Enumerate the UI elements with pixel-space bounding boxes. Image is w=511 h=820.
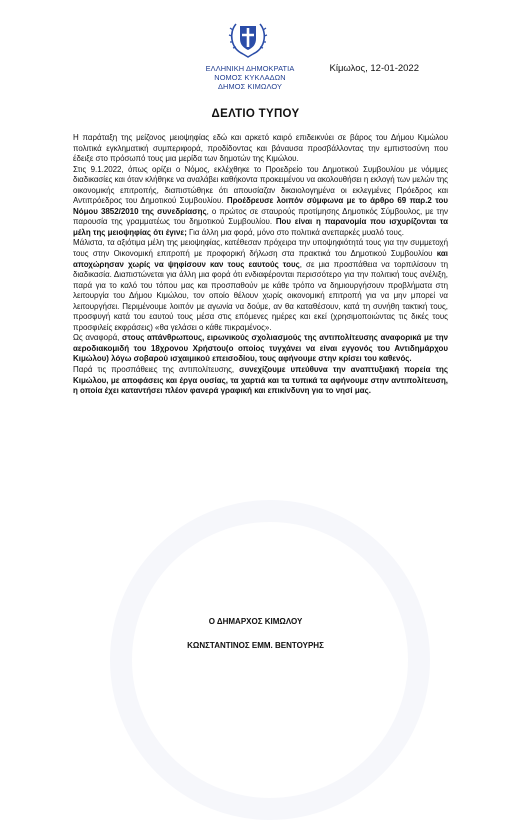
emphasis-text: Προέδρευσε λοιπόν σύμφωνα με το άρθρο 69 παρ.2 του Νόμου 3852/2010 της συνεδρίασης xyxy=(73,196,448,216)
emphasis-text: Που είναι η παρανομία που ισχυρίζονται τα μέλη της μειοψηφίας ότι έγινε; xyxy=(73,217,449,237)
body-paragraph xyxy=(73,238,448,333)
body-text: Για άλλη μια φορά, μόνο στο πολιτικά ανεπαρκές μυαλό τους. xyxy=(186,227,404,237)
body-text: Μάλιστα, τα αξιότιμα μέλη της μειοψηφίας, κατέθεσαν πρόχειρα την υποψηφιότητά τους για την συμμετοχή τους στην Οικονομική επιτροπή με προφορική δήλωση στα πρακτικά του Δημοτικού Συμβουλίου xyxy=(73,238,448,259)
body-text: Η παράταξη της μείζονος μειοψηφίας εδώ και αρκετό καιρό επιδεικνύει σε βάρος του Δήμου Κιμώλου πολιτικά εγκληματική συμπεριφορά, προδίδοντας και βάναυσα προσβάλλοντας την εμπιστοσύνη που έδειξε στο πρόσωπό τους μια μερίδα των δημοτών της Κιμώλου. xyxy=(73,133,448,164)
document-body xyxy=(73,133,448,397)
body-text: , ο πρώτος σε σταυρούς προτίμησης Δημοτικός Σύμβουλος, με την παρουσία της γραμματέως του δημοτικού Συμβουλίου. xyxy=(73,206,448,227)
body-text: Στις 9.1.2022, όπως ορίζει ο Νόμος, εκλέχθηκε το Προεδρείο του Δημοτικού Συμβουλίου με νόμιμες διαδικασίες και όταν κλήθηκε να αναλάβει καθήκοντα προκειμένου να ακολουθήσει η εκλογή των μελών της οικονομικής επιτροπής, διαπιστώθηκε ότι απουσίαζαν δικαιολογημένα οι εκλεγμένες Πρόεδρος και Αντιπρόεδρος του Δημοτικού Συμβουλίου. xyxy=(73,164,448,206)
watermark-seal xyxy=(110,500,430,820)
body-text: Παρά τις προσπάθειες της αντιπολίτευσης, xyxy=(73,365,240,375)
emphasis-text: στους απάνθρωπους, ειρωνικούς σχολιασμούς της αντιπολίτευσης αναφορικά με την αεροδιακομιδή του 18χρονου Χρήστου(ο οποίος τυγχάνει να είναι εγγονός του Αντιδημάρχου Κιμώλου) λόγω σοβαρού ισχαιμικού επεισοδίου, τους αφήνουμε στην κρίσει του καθενός. xyxy=(73,333,449,364)
body-paragraph xyxy=(73,333,448,365)
header-org-line-2: ΝΟΜΟΣ ΚΥΚΛΑΔΩΝ xyxy=(214,73,286,82)
body-text: , σε μια προσπάθεια να τορπιλίσουν τη διαδικασία. Διαπιστώνεται για άλλη μια φορά ότι ενδιαφέρονται περισσότερο για την πολιτική τους ανέλιξη, παρά για το καλό του τόπου μας και προσπαθούν με κάθε τρόπο να δημιουργήσουν προβλήματα στη λειτουργία του Δήμου Κιμώλου, τον οποίο θέλουν χωρίς οικονομική επιτροπή για να μην μπορεί να λειτουργήσει. Περιμένουμε λοιπόν με αγωνία να δούμε, αν θα καταθέσουν, κατά τη συνήθη τακτική τους, προσφυγή κατά του εαυτού τους μέσα στις επόμενες ημέρες και εκεί (χρησιμοποιώντας τις δικές τους προσφιλείς εκφράσεις) «θα γελάσει ο κάθε πικραμένος». xyxy=(73,259,449,332)
body-paragraph xyxy=(73,133,448,165)
header-org-line-3: ΔΗΜΟΣ ΚΙΜΩΛΟΥ xyxy=(218,82,282,91)
document-title: ΔΕΛΤΙΟ ΤΥΠΟΥ xyxy=(211,108,300,120)
signature-role: Ο ΔΗΜΑΡΧΟΣ ΚΙΜΩΛΟΥ xyxy=(208,617,303,626)
body-paragraph xyxy=(73,165,448,239)
header-org-line-1: ΕΛΛΗΝΙΚΗ ΔΗΜΟΚΡΑΤΙΑ xyxy=(205,64,295,73)
emphasis-text: και αποχώρησαν χωρίς να ψηφίσουν καν τους εαυτούς τους xyxy=(73,249,448,269)
body-text: Ως αναφορά, xyxy=(73,333,122,343)
emphasis-text: συνεχίζουμε υπεύθυνα την αναπτυξιακή πορεία της Κιμώλου, με αποφάσεις και έργα ουσίας, τα χαρτιά και τα τυπικά τα αφήνουμε στην αντιπολίτευση, η οποία έχει καταντήσει πλέον φανερά γραφική και επικίνδυνη για το νησί μας. xyxy=(73,365,448,396)
greek-coat-of-arms-icon xyxy=(225,14,271,60)
body-paragraph xyxy=(73,365,448,397)
document-date: Κίμωλος, 12-01-2022 xyxy=(329,63,419,74)
signature-name: ΚΩΝΣΤΑΝΤΙΝΟΣ ΕΜΜ. ΒΕΝΤΟΥΡΗΣ xyxy=(187,641,324,650)
